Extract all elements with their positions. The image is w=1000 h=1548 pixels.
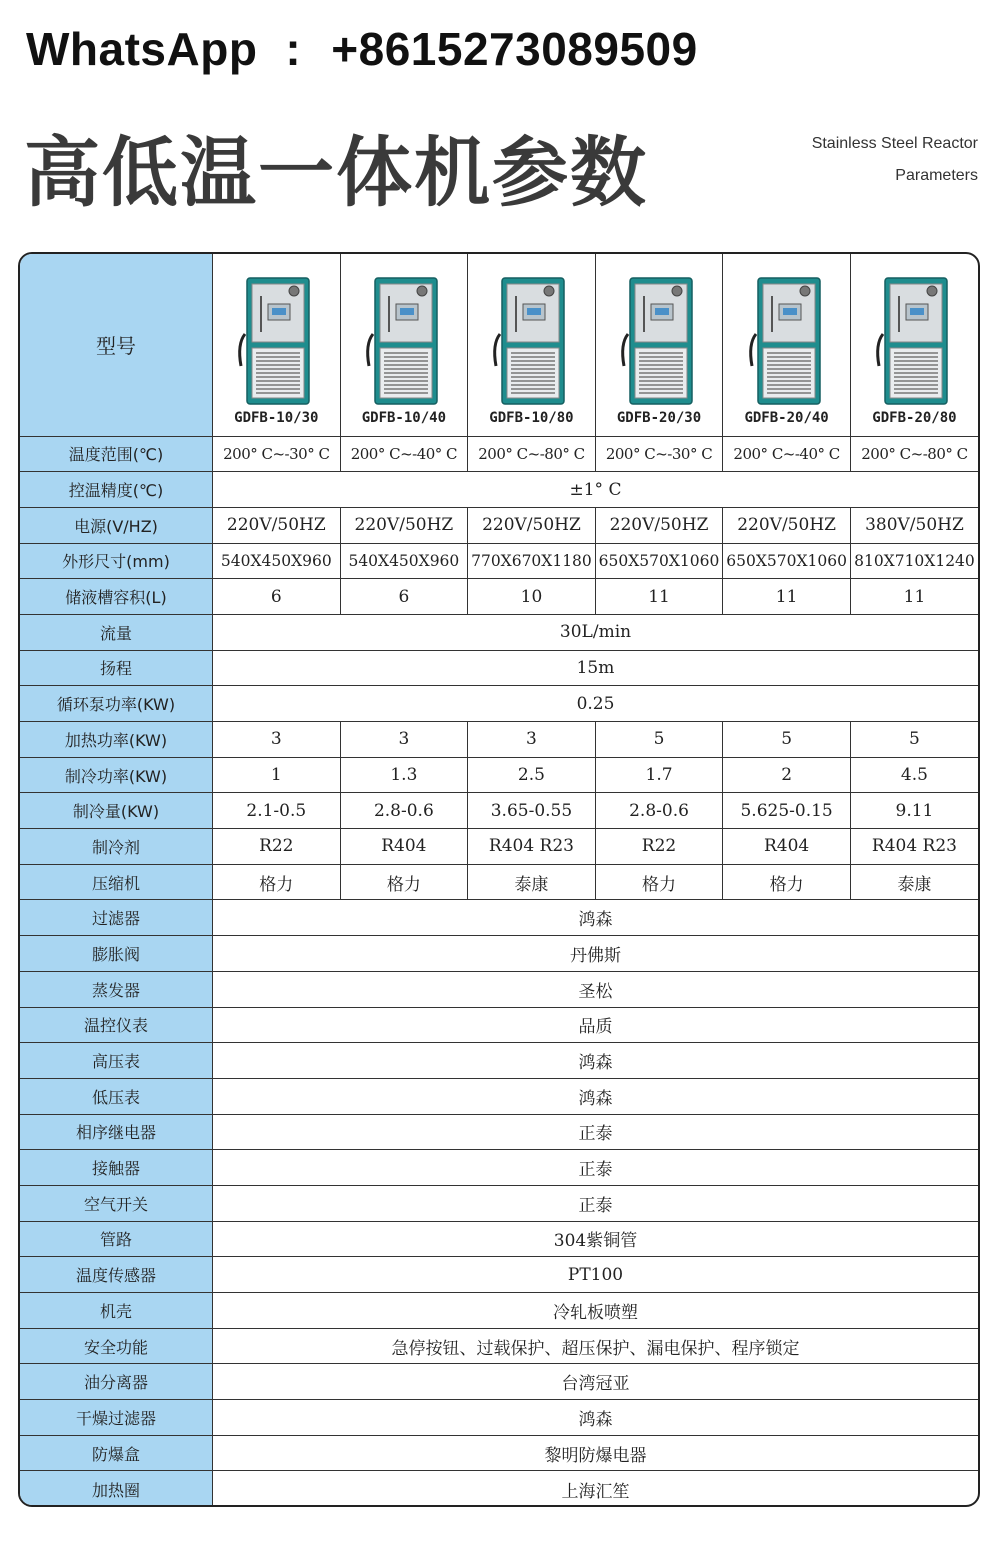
row-label: 温度传感器 bbox=[20, 1257, 213, 1293]
row-label: 蒸发器 bbox=[20, 971, 213, 1007]
table-cell-merged: 正泰 bbox=[213, 1114, 979, 1150]
table-cell: 格力 bbox=[595, 864, 723, 900]
row-label: 温控仪表 bbox=[20, 1007, 213, 1043]
table-cell: 200° C~-30° C bbox=[213, 436, 341, 472]
table-cell: R404 R23 bbox=[468, 829, 596, 865]
table-cell: R22 bbox=[595, 829, 723, 865]
table-cell-merged: 鸿森 bbox=[213, 1043, 979, 1079]
table-cell: 6 bbox=[340, 579, 468, 615]
chiller-unit-image bbox=[490, 274, 572, 406]
table-cell-merged: 鸿森 bbox=[213, 900, 979, 936]
table-cell-merged: 15m bbox=[213, 650, 979, 686]
row-label: 管路 bbox=[20, 1221, 213, 1257]
row-label: 电源(V/HZ) bbox=[20, 507, 213, 543]
table-row bbox=[20, 579, 978, 615]
model-name: GDFB-20/40 bbox=[744, 409, 829, 426]
row-label: 制冷剂 bbox=[20, 829, 213, 865]
table-cell: 220V/50HZ bbox=[213, 507, 341, 543]
table-cell-merged: 品质 bbox=[213, 1007, 979, 1043]
row-label: 防爆盒 bbox=[20, 1435, 213, 1471]
model-name: GDFB-10/30 bbox=[234, 409, 319, 426]
table-cell: 9.11 bbox=[850, 793, 978, 829]
subtitle-line-1: Stainless Steel Reactor bbox=[811, 135, 978, 152]
table-row bbox=[20, 1114, 978, 1150]
table-row bbox=[20, 1400, 978, 1436]
table-row bbox=[20, 1435, 978, 1471]
row-label: 扬程 bbox=[20, 650, 213, 686]
table-cell: 200° C~-40° C bbox=[340, 436, 468, 472]
row-label: 外形尺寸(mm) bbox=[20, 543, 213, 579]
model-cell bbox=[340, 254, 468, 436]
table-cell: 格力 bbox=[340, 864, 468, 900]
table-cell: 200° C~-80° C bbox=[850, 436, 978, 472]
table-cell: 200° C~-80° C bbox=[468, 436, 596, 472]
table-row bbox=[20, 1221, 978, 1257]
model-cell bbox=[723, 254, 851, 436]
table-row bbox=[20, 900, 978, 936]
row-label: 加热功率(KW) bbox=[20, 722, 213, 758]
header-label: 型号 bbox=[20, 254, 213, 436]
table-row bbox=[20, 1471, 978, 1507]
table-cell-merged: 急停按钮、过载保护、超压保护、漏电保护、程序锁定 bbox=[213, 1328, 979, 1364]
row-label: 流量 bbox=[20, 614, 213, 650]
row-label: 干燥过滤器 bbox=[20, 1400, 213, 1436]
table-cell: 2 bbox=[723, 757, 851, 793]
table-cell: 5 bbox=[723, 722, 851, 758]
table-cell: R22 bbox=[213, 829, 341, 865]
subtitle bbox=[812, 128, 978, 192]
table-cell: 220V/50HZ bbox=[468, 507, 596, 543]
chiller-unit-image bbox=[873, 274, 955, 406]
table-cell: 650X570X1060 bbox=[595, 543, 723, 579]
model-name: GDFB-10/40 bbox=[361, 409, 447, 426]
row-label: 过滤器 bbox=[20, 900, 213, 936]
table-row bbox=[20, 1185, 978, 1221]
table-cell-merged: 丹佛斯 bbox=[213, 936, 979, 972]
table-cell: 格力 bbox=[213, 864, 341, 900]
model-cell bbox=[213, 254, 341, 436]
row-label: 循环泵功率(KW) bbox=[20, 686, 213, 722]
table-row bbox=[20, 829, 978, 865]
table-cell: 540X450X960 bbox=[213, 543, 341, 579]
table-cell: 4.5 bbox=[850, 757, 978, 793]
table-cell-merged: 30L/min bbox=[213, 614, 979, 650]
table-cell: 200° C~-30° C bbox=[595, 436, 723, 472]
row-label: 控温精度(℃) bbox=[20, 472, 213, 508]
table-row bbox=[20, 864, 978, 900]
table-cell: 泰康 bbox=[468, 864, 596, 900]
row-label: 机壳 bbox=[20, 1293, 213, 1329]
table-cell: 220V/50HZ bbox=[340, 507, 468, 543]
table-cell: 3.65-0.55 bbox=[468, 793, 596, 829]
chiller-unit-image bbox=[618, 274, 700, 406]
table-row bbox=[20, 936, 978, 972]
table-cell: 2.8-0.6 bbox=[340, 793, 468, 829]
subtitle-line-2: Parameters bbox=[895, 167, 978, 184]
table-row bbox=[20, 1257, 978, 1293]
table-cell: 200° C~-40° C bbox=[723, 436, 851, 472]
table-cell: 11 bbox=[850, 579, 978, 615]
table-cell: 1.3 bbox=[340, 757, 468, 793]
table-cell: 11 bbox=[723, 579, 851, 615]
table-cell: 3 bbox=[468, 722, 596, 758]
table-row bbox=[20, 650, 978, 686]
table-cell: R404 bbox=[340, 829, 468, 865]
table-cell: 5 bbox=[850, 722, 978, 758]
table-cell-merged: 冷轧板喷塑 bbox=[213, 1293, 979, 1329]
table-cell: 泰康 bbox=[850, 864, 978, 900]
chiller-unit-image bbox=[363, 274, 445, 406]
table-cell: 1 bbox=[213, 757, 341, 793]
table-cell: 10 bbox=[468, 579, 596, 615]
table-cell: 2.1-0.5 bbox=[213, 793, 341, 829]
table-row bbox=[20, 1078, 978, 1114]
parameter-table bbox=[18, 252, 980, 1507]
row-label: 加热圈 bbox=[20, 1471, 213, 1507]
table-cell: 3 bbox=[213, 722, 341, 758]
row-label: 压缩机 bbox=[20, 864, 213, 900]
table-row bbox=[20, 614, 978, 650]
table-row bbox=[20, 507, 978, 543]
table-row bbox=[20, 1043, 978, 1079]
page-title: 高低温一体机参数 bbox=[24, 128, 648, 217]
table-row bbox=[20, 1293, 978, 1329]
table-row bbox=[20, 543, 978, 579]
table-cell: 格力 bbox=[723, 864, 851, 900]
contact-line bbox=[26, 22, 698, 76]
row-label: 油分离器 bbox=[20, 1364, 213, 1400]
row-label: 接触器 bbox=[20, 1150, 213, 1186]
table-cell: 2.8-0.6 bbox=[595, 793, 723, 829]
table-row bbox=[20, 436, 978, 472]
table-row bbox=[20, 1007, 978, 1043]
table-cell-merged: 正泰 bbox=[213, 1150, 979, 1186]
chiller-unit-image bbox=[235, 274, 317, 406]
table-cell: 1.7 bbox=[595, 757, 723, 793]
table-row bbox=[20, 793, 978, 829]
table-cell: 11 bbox=[595, 579, 723, 615]
model-cell bbox=[595, 254, 723, 436]
table-cell: 220V/50HZ bbox=[595, 507, 723, 543]
table-row bbox=[20, 757, 978, 793]
table-cell: 540X450X960 bbox=[340, 543, 468, 579]
table-cell-merged: 黎明防爆电器 bbox=[213, 1435, 979, 1471]
table-cell-merged: 台湾冠亚 bbox=[213, 1364, 979, 1400]
table-row bbox=[20, 1328, 978, 1364]
row-label: 制冷功率(KW) bbox=[20, 757, 213, 793]
table-cell: 3 bbox=[340, 722, 468, 758]
chiller-unit-image bbox=[746, 274, 828, 406]
row-label: 储液槽容积(L) bbox=[20, 579, 213, 615]
row-label: 相序继电器 bbox=[20, 1114, 213, 1150]
table-header-row bbox=[20, 254, 978, 436]
table-row bbox=[20, 971, 978, 1007]
model-cell bbox=[468, 254, 596, 436]
table-cell-merged: 圣松 bbox=[213, 971, 979, 1007]
table-row bbox=[20, 1150, 978, 1186]
model-cell bbox=[850, 254, 978, 436]
contact-separator: : bbox=[285, 23, 302, 75]
table-cell-merged: 鸿森 bbox=[213, 1400, 979, 1436]
table-row bbox=[20, 722, 978, 758]
table-cell-merged: 鸿森 bbox=[213, 1078, 979, 1114]
table-cell-merged: 正泰 bbox=[213, 1185, 979, 1221]
table-cell: R404 R23 bbox=[850, 829, 978, 865]
table-cell-merged: 0.25 bbox=[213, 686, 979, 722]
table-cell: 770X670X1180 bbox=[468, 543, 596, 579]
table-cell: 2.5 bbox=[468, 757, 596, 793]
table-cell-merged: 304紫铜管 bbox=[213, 1221, 979, 1257]
table-cell-merged: PT100 bbox=[213, 1257, 979, 1293]
table-row bbox=[20, 1364, 978, 1400]
row-label: 低压表 bbox=[20, 1078, 213, 1114]
row-label: 空气开关 bbox=[20, 1185, 213, 1221]
table-row bbox=[20, 686, 978, 722]
table-cell: 5 bbox=[595, 722, 723, 758]
table-cell-merged: 上海汇笙 bbox=[213, 1471, 979, 1507]
model-name: GDFB-20/80 bbox=[872, 409, 957, 426]
model-name: GDFB-10/80 bbox=[489, 409, 574, 426]
row-label: 高压表 bbox=[20, 1043, 213, 1079]
table-cell: 5.625-0.15 bbox=[723, 793, 851, 829]
table-cell: 380V/50HZ bbox=[850, 507, 978, 543]
table-cell-merged: ±1° C bbox=[213, 472, 979, 508]
table-cell: 810X710X1240 bbox=[850, 543, 978, 579]
row-label: 膨胀阀 bbox=[20, 936, 213, 972]
contact-phone: +8615273089509 bbox=[331, 23, 698, 75]
model-name: GDFB-20/30 bbox=[616, 409, 702, 426]
row-label: 温度范围(℃) bbox=[20, 436, 213, 472]
table-cell: 220V/50HZ bbox=[723, 507, 851, 543]
row-label: 安全功能 bbox=[20, 1328, 213, 1364]
table-cell: 6 bbox=[213, 579, 341, 615]
table-cell: 650X570X1060 bbox=[723, 543, 851, 579]
table-row bbox=[20, 472, 978, 508]
row-label: 制冷量(KW) bbox=[20, 793, 213, 829]
table-cell: R404 bbox=[723, 829, 851, 865]
contact-label: WhatsApp bbox=[26, 23, 258, 75]
